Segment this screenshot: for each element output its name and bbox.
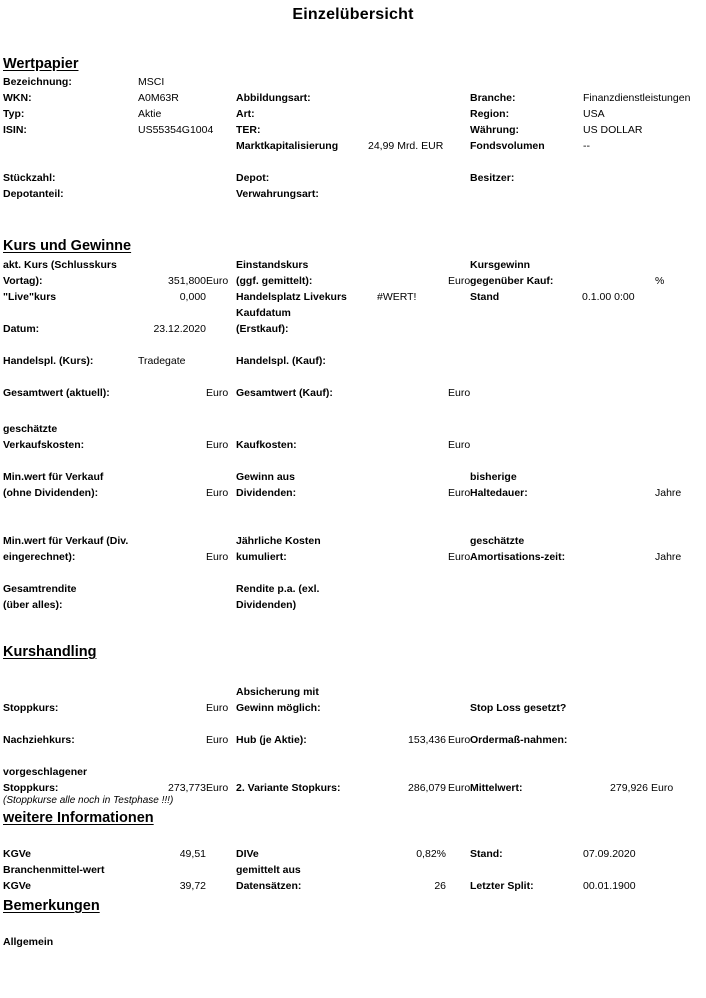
label-gesamtwert-aktuell: Gesamtwert (aktuell):	[3, 387, 110, 399]
label-stoppkurs: Stoppkurs:	[3, 702, 59, 714]
label-handelspl-kurs: Handelspl. (Kurs):	[3, 355, 94, 367]
label-gewinn-dividenden-line2: Dividenden:	[236, 487, 297, 499]
label-besitzer: Besitzer:	[470, 172, 515, 184]
value-bezeichnung: MSCI	[138, 76, 165, 88]
label-ter: TER:	[236, 124, 261, 136]
value-typ: Aktie	[138, 108, 162, 120]
testphase-note: (Stoppkurse alle noch in Testphase !!!)	[3, 795, 174, 806]
label-kursgewinn-line1: Kursgewinn	[470, 259, 531, 271]
label-gewinn-dividenden-line1: Gewinn aus	[236, 471, 295, 483]
value-akt-kurs: 351,800	[168, 275, 206, 287]
label-haltedauer-line2: Haltedauer:	[470, 487, 528, 499]
section-heading-bemerkungen: Bemerkungen	[3, 898, 100, 914]
label-verkaufskosten-line2: Verkaufskosten:	[3, 439, 85, 451]
label-rendite-pa-line1: Rendite p.a. (exl.	[236, 583, 320, 595]
label-kgve: KGVe	[3, 848, 32, 860]
label-dive: DIVe	[236, 848, 259, 860]
label-einstandskurs-line1: Einstandskurs	[236, 259, 309, 271]
label-branchenmittel-line1: Branchenmittel-wert	[3, 864, 105, 876]
unit-jaehrliche-kosten: Euro	[448, 551, 471, 563]
label-region: Region:	[470, 108, 510, 120]
label-nachziehkurs: Nachziehkurs:	[3, 734, 75, 746]
label-bezeichnung: Bezeichnung:	[3, 76, 72, 88]
label-gesamtwert-kauf: Gesamtwert (Kauf):	[236, 387, 333, 399]
section-heading-kurshandling: Kurshandling	[3, 644, 97, 660]
label-fondsvolumen: Fondsvolumen	[470, 140, 545, 152]
value-marktkapitalisierung: 24,99 Mrd. EUR	[368, 140, 444, 152]
label-verwahrungsart: Verwahrungsart:	[236, 188, 319, 200]
unit-kaufkosten: Euro	[448, 439, 471, 451]
unit-verkaufskosten: Euro	[206, 439, 229, 451]
label-letzter-split: Letzter Split:	[470, 880, 534, 892]
unit-amortisation: Jahre	[655, 551, 682, 563]
label-stueckzahl: Stückzahl:	[3, 172, 56, 184]
label-absicherung-line2: Gewinn möglich:	[236, 702, 321, 714]
value-isin: US55354G1004	[138, 124, 214, 136]
label-akt-kurs-line1: akt. Kurs (Schlusskurs	[3, 259, 117, 271]
section-heading-weitere-informationen: weitere Informationen	[3, 810, 154, 826]
label-datum: Datum:	[3, 323, 40, 335]
value-variante2-stopkurs: 286,079	[408, 782, 446, 794]
label-wkn: WKN:	[3, 92, 32, 104]
unit-variante2-stopkurs: Euro	[448, 782, 471, 794]
label-minwert-verkauf-line2: (ohne Dividenden):	[3, 487, 99, 499]
label-marktkapitalisierung: Marktkapitalisierung	[236, 140, 339, 152]
label-minwert-div-line1: Min.wert für Verkauf (Div.	[3, 535, 129, 547]
label-hub-je-aktie: Hub (je Aktie):	[236, 734, 307, 746]
value-handelsplatz-livekurs: #WERT!	[377, 291, 417, 303]
label-allgemein: Allgemein	[3, 936, 54, 948]
label-live-kurs: "Live"kurs	[3, 291, 57, 303]
value-dive: 0,82%	[416, 848, 446, 860]
label-minwert-verkauf-line1: Min.wert für Verkauf	[3, 471, 104, 483]
value-stand-kurs: 0.1.00 0:00	[582, 291, 635, 303]
label-stand-kurs: Stand	[470, 291, 500, 303]
label-art: Art:	[236, 108, 255, 120]
value-hub-je-aktie: 153,436	[408, 734, 446, 746]
unit-minwert-verkauf: Euro	[206, 487, 229, 499]
label-depot: Depot:	[236, 172, 270, 184]
label-jaehrliche-kosten-line2: kumuliert:	[236, 551, 287, 563]
label-waehrung: Währung:	[470, 124, 519, 136]
page-title: Einzelübersicht	[292, 6, 414, 23]
unit-akt-kurs: Euro	[206, 275, 229, 287]
value-datum: 23.12.2020	[153, 323, 206, 335]
unit-gesamtwert-aktuell: Euro	[206, 387, 229, 399]
value-wkn: A0M63R	[138, 92, 179, 104]
label-kaufdatum-line2: (Erstkauf):	[236, 323, 289, 335]
value-waehrung: US DOLLAR	[583, 124, 643, 136]
value-vorgeschlagener-stoppkurs: 273,773	[168, 782, 206, 794]
label-amortisation-line1: geschätzte	[470, 535, 525, 547]
value-fondsvolumen: --	[583, 140, 590, 152]
label-akt-kurs-line2: Vortag):	[3, 275, 43, 287]
unit-gewinn-dividenden: Euro	[448, 487, 471, 499]
label-kaufdatum-line1: Kaufdatum	[236, 307, 291, 319]
label-branchenmittel-kgve: KGVe	[3, 880, 32, 892]
label-amortisation-line2: Amortisations-zeit:	[470, 551, 566, 563]
label-vorgeschlagener-line2: Stoppkurs:	[3, 782, 59, 794]
value-handelspl-kurs: Tradegate	[138, 355, 186, 367]
value-datensaetzen: 26	[434, 880, 446, 892]
label-kursgewinn-line2: gegenüber Kauf:	[470, 275, 554, 287]
label-haltedauer-line1: bisherige	[470, 471, 517, 483]
unit-gesamtwert-kauf: Euro	[448, 387, 471, 399]
label-mittelwert: Mittelwert:	[470, 782, 523, 794]
label-handelsplatz-livekurs: Handelsplatz Livekurs	[236, 291, 347, 303]
label-gemittelt-line1: gemittelt aus	[236, 864, 301, 876]
value-mittelwert: 279,926	[610, 782, 648, 794]
label-handelspl-kauf: Handelspl. (Kauf):	[236, 355, 326, 367]
value-letzter-split: 00.01.1900	[583, 880, 636, 892]
label-verkaufskosten-line1: geschätzte	[3, 423, 58, 435]
unit-nachziehkurs: Euro	[206, 734, 229, 746]
unit-vorgeschlagener-stoppkurs: Euro	[206, 782, 229, 794]
value-kgve: 49,51	[179, 848, 206, 860]
value-region: USA	[583, 108, 605, 120]
label-gesamtrendite-line2: (über alles):	[3, 599, 63, 611]
label-ordermassnahmen: Ordermaß-nahmen:	[470, 734, 568, 746]
unit-einstandskurs: Euro	[448, 275, 471, 287]
label-kaufkosten: Kaufkosten:	[236, 439, 297, 451]
unit-haltedauer: Jahre	[655, 487, 682, 499]
label-jaehrliche-kosten-line1: Jährliche Kosten	[236, 535, 321, 547]
label-absicherung-line1: Absicherung mit	[236, 686, 319, 698]
label-isin: ISIN:	[3, 124, 27, 136]
unit-kursgewinn: %	[655, 275, 665, 287]
value-live-kurs: 0,000	[179, 291, 206, 303]
unit-hub-je-aktie: Euro	[448, 734, 471, 746]
unit-stoppkurs: Euro	[206, 702, 229, 714]
section-heading-wertpapier: Wertpapier	[3, 56, 79, 72]
label-abbildungsart: Abbildungsart:	[236, 92, 311, 104]
label-einstandskurs-line2: (ggf. gemittelt):	[236, 275, 313, 287]
label-stop-loss-gesetzt: Stop Loss gesetzt?	[470, 702, 567, 714]
label-typ: Typ:	[3, 108, 25, 120]
section-heading-kurs-und-gewinne: Kurs und Gewinne	[3, 238, 132, 254]
unit-mittelwert: Euro	[651, 782, 674, 794]
value-branche: Finanzdienstleistungen	[583, 92, 691, 104]
value-branchenmittel-kgve: 39,72	[179, 880, 206, 892]
label-vorgeschlagener-line1: vorgeschlagener	[3, 766, 88, 778]
unit-minwert-div: Euro	[206, 551, 229, 563]
label-variante2-stopkurs: 2. Variante Stopkurs:	[236, 782, 341, 794]
label-rendite-pa-line2: Dividenden)	[236, 599, 297, 611]
value-stand-info: 07.09.2020	[583, 848, 636, 860]
label-datensaetzen: Datensätzen:	[236, 880, 302, 892]
label-stand-info: Stand:	[470, 848, 503, 860]
label-minwert-div-line2: eingerechnet):	[3, 551, 76, 563]
label-depotanteil: Depotanteil:	[3, 188, 64, 200]
label-gesamtrendite-line1: Gesamtrendite	[3, 583, 77, 595]
label-branche: Branche:	[470, 92, 516, 104]
